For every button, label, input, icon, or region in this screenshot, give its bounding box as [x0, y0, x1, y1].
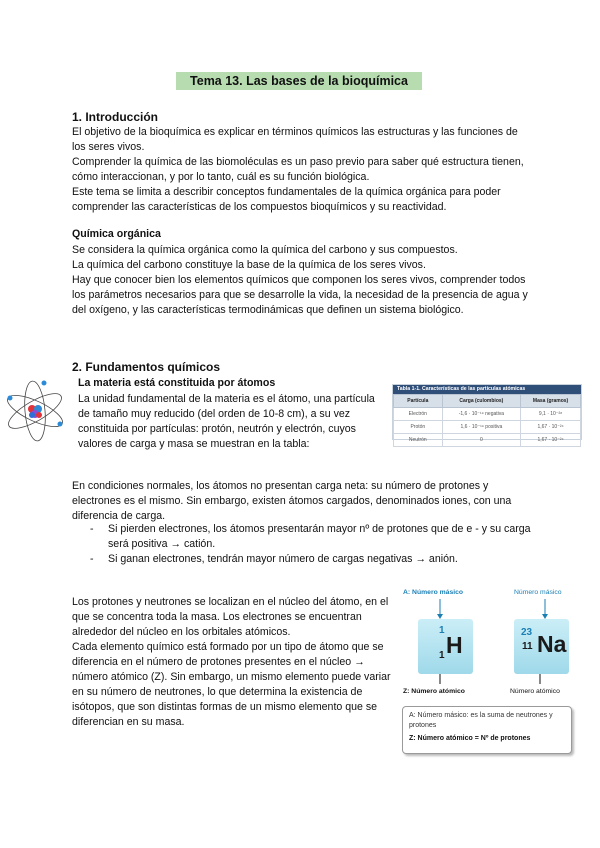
label-a-mass-number: A: Número másico — [403, 589, 464, 596]
hydrogen-mass-number: 1 — [439, 625, 445, 636]
page-title: Tema 13. Las bases de la bioquímica — [176, 72, 422, 90]
element-box-hydrogen — [418, 619, 473, 674]
ions-list — [72, 522, 532, 567]
label-atomic-number: Número atómico — [510, 688, 560, 695]
intro-paragraph-2: Comprender la química de las biomoléculas es un paso previo para saber qué estructura tienen, cómo interaccionan, y por lo tanto, cuál es su función biológica. — [72, 156, 524, 183]
table-cell: 1,67 · 10⁻²⁴ — [521, 421, 581, 434]
isotopes-paragraph: Cada elemento químico está formado por un tipo de átomo que se diferencia en el número de protones presentes en el núcleo → número atómico (Z). Sin embargo, un mismo elemento puede variar en su número de neutrones, lo que determina la existencia de isótopos, que son distintas formas de un mismo elemento que se diferencian en su masa. — [72, 641, 391, 728]
list-item: - Si pierden electrones, los átomos presentarán mayor nº de protones que de e - y su carga será positiva → catión. — [72, 522, 532, 552]
table-cell: Neutrón — [394, 434, 443, 447]
sodium-mass-number: 23 — [521, 627, 533, 638]
organic-paragraph-2: La química del carbono constituye la base de la química de los seres vivos. — [72, 259, 426, 271]
particles-table — [392, 384, 582, 443]
hydrogen-symbol: H — [446, 632, 463, 658]
table-cell: 0 — [442, 434, 521, 447]
atom-paragraph: La unidad fundamental de la materia es el átomo, una partícula de tamaño muy reducido (del orden de 10-8 cm), a su vez constituida por partículas: protón, neutrón y electrón, cuyos valores de carga y masa se muestran en la tabla: — [78, 393, 375, 450]
table-row — [394, 434, 581, 447]
intro-text — [72, 125, 532, 215]
table-cell: Electrón — [394, 408, 443, 421]
nucleus-paragraph: Los protones y neutrones se localizan en el núcleo del átomo, en el que se concentra toda la masa. Los electrones se encuentran alrededor del núcleo en los orbitales atómicos. — [72, 596, 389, 638]
section-heading-fundamentals: 2. Fundamentos químicos — [72, 360, 221, 374]
table-header: Carga (culombios) — [442, 395, 521, 408]
subheading-organic-chemistry: Química orgánica — [72, 228, 161, 240]
nucleus-text — [72, 595, 392, 730]
table-header: Masa (gramos) — [521, 395, 581, 408]
definitions-box — [402, 706, 572, 754]
table-cell: Protón — [394, 421, 443, 434]
element-box-sodium — [514, 619, 569, 674]
table-cell: 1,6 · 10⁻¹⁹ positiva — [442, 421, 521, 434]
section-heading-intro: 1. Introducción — [72, 110, 159, 124]
label-z-atomic-number: Z: Número atómico — [403, 688, 465, 695]
table-cell: 1,67 · 10⁻²⁴ — [521, 434, 581, 447]
sodium-symbol: Na — [537, 631, 567, 657]
intro-paragraph-1: El objetivo de la bioquímica es explicar en términos químicos las estructuras y las funciones de los seres vivos. — [72, 126, 518, 153]
organic-paragraph-1: Se considera la química orgánica como la química del carbono y sus compuestos. — [72, 244, 458, 256]
table-row — [394, 408, 581, 421]
intro-paragraph-3: Este tema se limita a describir conceptos fundamentales de la química orgánica para poder comprender las características de los compuestos bioquímicos y su reactividad. — [72, 186, 501, 213]
definition-mass-number: A: Número másico: es la suma de neutrones y protones — [409, 712, 553, 729]
table-cell: -1,6 · 10⁻¹⁹ negativa — [442, 408, 521, 421]
sodium-atomic-number: 11 — [522, 641, 533, 652]
table-row — [394, 421, 581, 434]
table-cell: 9,1 · 10⁻²⁸ — [521, 408, 581, 421]
hydrogen-atomic-number: 1 — [439, 650, 445, 661]
table-header: Partícula — [394, 395, 443, 408]
organic-text — [72, 243, 534, 318]
definition-atomic-number: Z: Número atómico = Nº de protones — [409, 735, 531, 742]
subheading-matter-atoms: La materia está constituida por átomos — [78, 377, 276, 389]
list-item: - Si ganan electrones, tendrán mayor número de cargas negativas → anión. — [72, 552, 532, 567]
atom-illustration — [2, 376, 68, 446]
ions-paragraph: En condiciones normales, los átomos no presentan carga neta: su número de protones y electrones es el mismo. Sin embargo, existen átomos cargados, denominados iones, con una diferencia de carga. — [72, 480, 512, 522]
organic-paragraph-3: Hay que conocer bien los elementos químicos que componen los seres vivos, comprender todos los parámetros necesarios para que se desarrolle la vida, la necesidad de la presencia de agua y del oxígeno, y las características termodinámicas que definen un sistema biológico. — [72, 274, 528, 316]
table-caption: Tabla 1-1. Características de las partículas atómicas — [393, 385, 581, 394]
label-mass-number: Número másico — [514, 589, 562, 596]
